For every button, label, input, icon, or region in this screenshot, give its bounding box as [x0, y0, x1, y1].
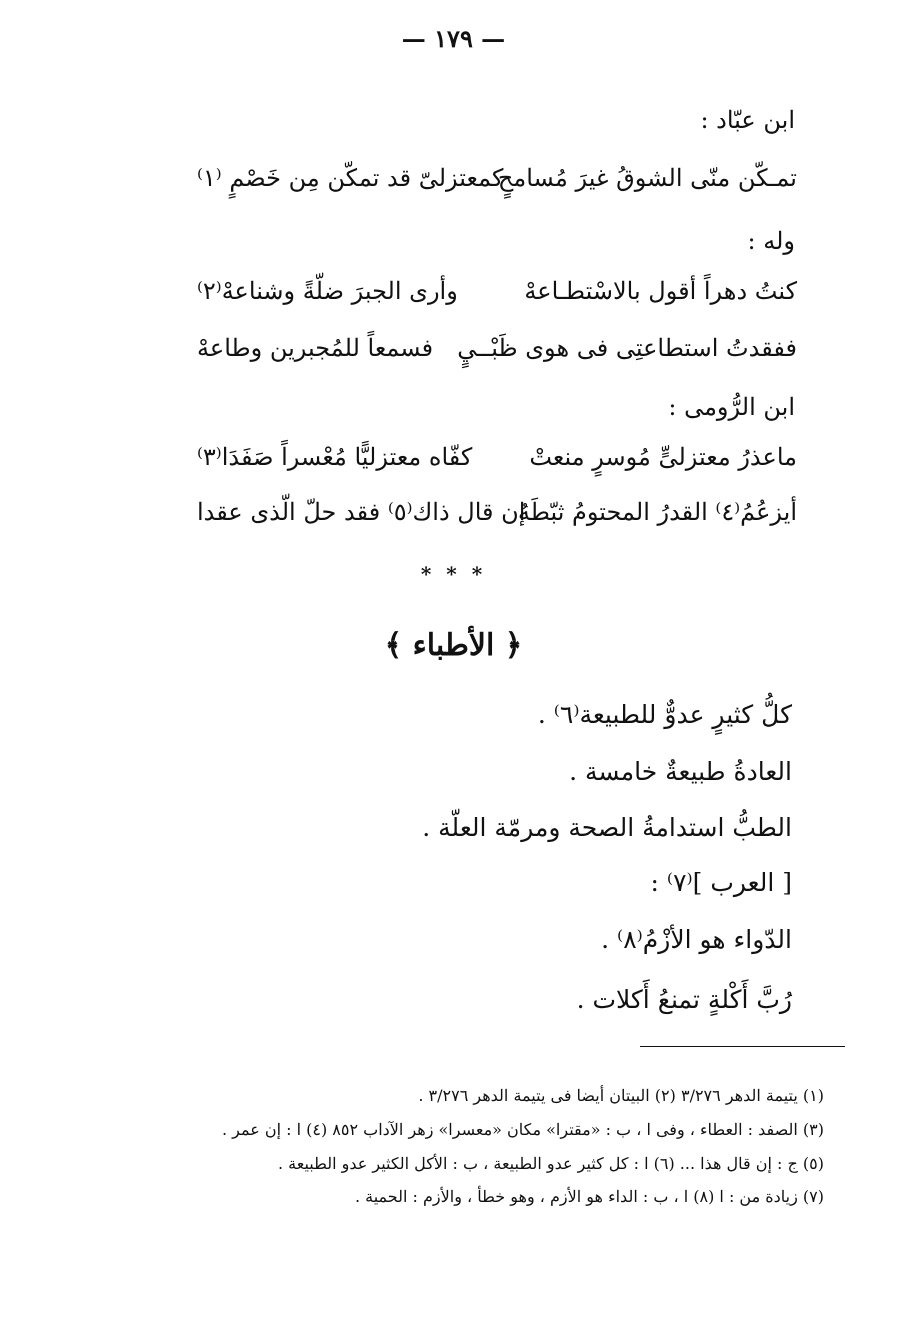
page-number: — ١٧٩ — — [401, 24, 506, 53]
proverb-line: كلُّ كثيرٍ عدوٌّ للطبيعة⁽٦⁾ . — [537, 700, 792, 729]
poet-heading-ibn-abbad: ابن عبّاد : — [700, 106, 795, 134]
footnote-divider — [640, 1046, 845, 1047]
verse-hemistich-first: تمـكّن منّى الشوقُ غيرَ مُسامحٍ — [497, 164, 797, 192]
section-title: ﴿ الأطباء ﴾ — [384, 628, 523, 663]
verse — [197, 498, 797, 538]
verse — [197, 277, 797, 317]
verse — [197, 334, 797, 374]
poet-heading-ibn-al-rumi: ابن الرُّومى : — [668, 393, 795, 421]
verse-hemistich-first: ماعذرُ معتزلىٍّ مُوسرٍ منعتْ — [529, 443, 797, 471]
verse-hemistich-second: كفّاه معتزليًّا مُعْسراً صَفَدَا⁽٣⁾ — [197, 443, 473, 471]
verse-hemistich-first: أيزعُمُ⁽٤⁾ القدرُ المحتومُ ثبّطَهُ — [517, 498, 797, 526]
source-label-arab: [ العرب ]⁽٧⁾ : — [650, 868, 792, 897]
proverb-line: العادةُ طبيعةٌ خامسة . — [569, 757, 792, 786]
verse-hemistich-second: إن قال ذاك⁽٥⁾ فقد حلّ الّذى عقدا — [197, 498, 526, 526]
verse-hemistich-first: ففقدتُ استطاعتِى فى هوى ظَبْــيٍ — [457, 334, 797, 362]
verse — [197, 443, 797, 483]
verse-hemistich-second: وأرى الجبرَ ضلّةً وشناعهْ⁽٢⁾ — [197, 277, 458, 305]
proverb-line: رُبَّ أَكْلةٍ تمنعُ أَكلات . — [576, 985, 792, 1014]
footnote-line: (٧) زيادة من : ا (٨) ا ، ب : الداء هو الأزم ، وهو خطأ ، والأزم : الحمية . — [354, 1187, 824, 1206]
verse-hemistich-second: كمعتزلىّ قد تمكّن مِن خَصْمٍ ⁽١⁾ — [197, 164, 504, 192]
footnote-line: (١) يتيمة الدهر ٣/٢٧٦ (٢) البيتان أيضا فى يتيمة الدهر ٣/٢٧٦ . — [418, 1086, 824, 1105]
poet-heading-walahu: وله : — [747, 227, 795, 255]
proverb-line: الدّواء هو الأزْمُ⁽٨⁾ . — [601, 925, 792, 954]
proverb-line: الطبُّ استدامةُ الصحة ومرمّة العلّة . — [422, 813, 792, 842]
footnote-line: (٥) ج : إن قال هذا ... (٦) ا : كل كثير عدو الطبيعة ، ب : الأكل الكثير عدو الطبيعة . — [277, 1154, 824, 1173]
verse — [197, 164, 797, 204]
verse-hemistich-first: كنتُ دهراً أقول بالاسْتطـاعهْ — [524, 277, 797, 305]
section-separator-stars: * * * — [420, 562, 487, 586]
verse-hemistich-second: فسمعاً للمُجبرين وطاعهْ — [197, 334, 434, 362]
footnote-line: (٣) الصفد : العطاء ، وفى ا ، ب : «مقترا» مكان «معسرا» زهر الآداب ٨٥٢ (٤) ا : إن عمر . — [221, 1120, 824, 1139]
